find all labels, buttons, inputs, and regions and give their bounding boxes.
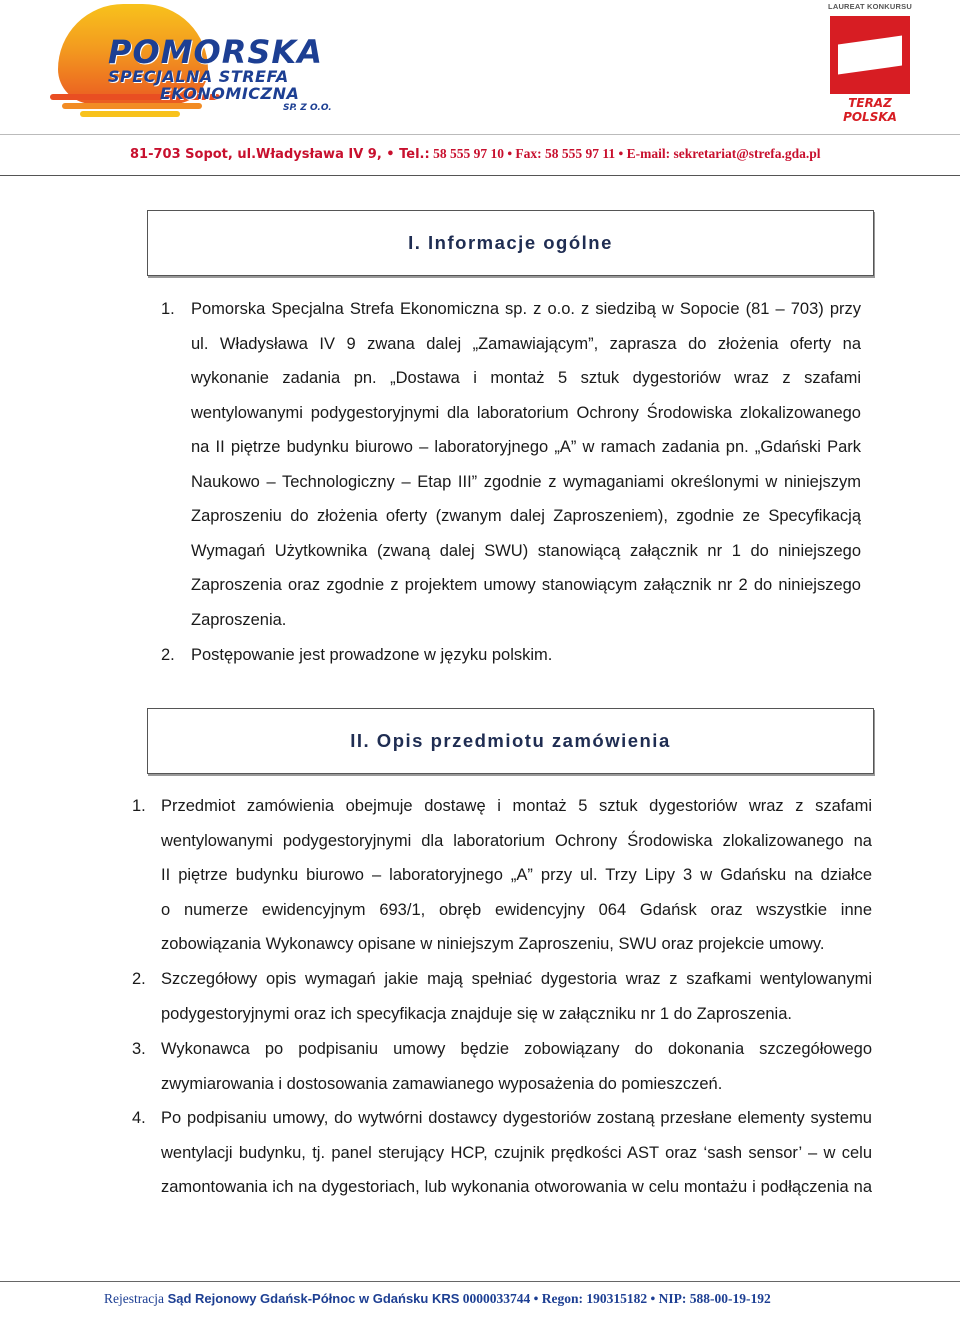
text-line: Wykonawca po podpisaniu umowy będzie zobowiązany do dokonania szczegółowego	[161, 1040, 872, 1058]
award-caption: LAUREAT KONKURSU	[828, 2, 912, 11]
text-line: zwymiarowania i dostosowania zamawianego wyposażenia do pomieszczeń.	[161, 1074, 723, 1093]
text-line: II piętrze budynku biurowo – laboratoryjnego „A” przy ul. Trzy Lipy 3 w Gdańsku na działce	[161, 866, 872, 884]
text-line: o numerze ewidencyjnym 693/1, obręb ewidencyjny 064 Gdańsk oraz wszystkie inne	[161, 900, 872, 919]
text-line: wentylowanymi podygestoryjnymi dla laboratorium Ochrony Środowiska zlokalizowanego	[191, 403, 861, 422]
text-line: wykonanie zadania pn. „Dostawa i montaż 5 sztuk dygestoriów wraz z szafami	[191, 369, 861, 387]
text-line: wentylowanymi podygestoryjnymi dla laboratorium Ochrony Środowiska zlokalizowanego na	[161, 831, 872, 850]
text-line: na II piętrze budynku biurowo – laboratoryjnego „A” w ramach zadania pn. „Gdański Park	[191, 438, 861, 456]
list-number: 3.	[132, 1040, 146, 1058]
text-line: Wymagań Użytkownika (zwaną dalej SWU) stanowiącą załącznik nr 1 do niniejszego	[191, 541, 861, 560]
text-line: zobowiązania Wykonawcy opisane w niniejszym Zaproszeniu, SWU oraz projekcie umowy.	[161, 935, 825, 953]
section-title: I. Informacje ogólne	[408, 232, 613, 253]
list-number: 1.	[132, 797, 146, 815]
footer-registration	[104, 1291, 771, 1307]
paragraph	[161, 1032, 872, 1101]
text-line: Przedmiot zamówienia obejmuje dostawę i montaż 5 sztuk dygestoriów wraz z szafami	[161, 797, 872, 815]
text-line: podygestoryjnymi oraz ich specyfikacja znajduje się w załączniku nr 1 do Zaproszenia.	[161, 1004, 792, 1023]
text-line: ul. Władysława IV 9 zwana dalej „Zamawiającym”, zaprasza do złożenia oferty na	[191, 334, 861, 353]
logo-line: SPECJALNA STREFA	[108, 67, 289, 86]
award-flag-icon	[830, 16, 910, 94]
text-line: Zaproszenia.	[191, 610, 287, 629]
text-line: zamontowania ich na dygestoriach, lub wykonania otworowania w celu montażu i podłączenia na	[161, 1178, 872, 1196]
footer-ids: 0000033744 • Regon: 190315182 • NIP: 588-00-19-192	[459, 1291, 771, 1306]
paragraph	[161, 789, 872, 962]
text-line: Szczegółowy opis wymagań jakie mają spełniać dygestoria wraz z szafkami wentylowanymi	[161, 970, 872, 988]
logo-line: POMORSKA	[108, 33, 323, 71]
flag-white-stripe	[838, 36, 902, 75]
logo-wordmark	[108, 33, 358, 113]
list-number: 2.	[132, 970, 146, 988]
section-title: II. Opis przedmiotu zamówienia	[350, 730, 671, 751]
contact-info	[130, 146, 821, 162]
footer-label: Rejestracja	[104, 1291, 164, 1306]
text-line: Postępowanie jest prowadzone w języku polskim.	[191, 646, 553, 664]
section-heading	[147, 210, 874, 276]
logo-line: SP. Z O.O.	[283, 103, 332, 113]
list-number: 1.	[161, 300, 175, 318]
contact-phone-fax-email: 58 555 97 10 • Fax: 58 555 97 11 • E-mail: sekretariat@strefa.gda.pl	[429, 146, 821, 161]
text-line: Zaproszenia oraz zgodnie z projektem umowy stanowiącym załącznik nr 2 do niniejszego	[191, 576, 861, 594]
company-logo	[50, 2, 360, 122]
list-number: 2.	[161, 646, 175, 664]
text-line: Po podpisaniu umowy, do wytwórni dostawcy dygestoriów zostaną przesłane elementy systemu	[161, 1109, 872, 1127]
section-heading	[147, 708, 874, 774]
logo-line: EKONOMICZNA	[160, 84, 300, 103]
list-number: 4.	[132, 1109, 146, 1127]
text-line: wentylacji budynku, tj. panel sterujący HCP, czujnik prędkości AST oraz ‘sash sensor’ – w celu	[161, 1143, 872, 1162]
award-label: TERAZ POLSKA	[843, 96, 897, 124]
footer-divider	[0, 1281, 960, 1282]
contact-address: 81-703 Sopot, ul.Władysława IV 9, • Tel.:	[130, 147, 430, 162]
paragraph	[161, 962, 872, 1031]
footer-court: Sąd Rejonowy Gdańsk-Północ w Gdańsku KRS	[163, 1291, 460, 1306]
text-line: Naukowo – Technologiczny – Etap III” zgodnie z wymaganiami określonymi w niniejszym	[191, 472, 861, 491]
paragraph	[191, 292, 861, 637]
paragraph	[191, 638, 861, 673]
text-line: Zaproszeniu do złożenia oferty (zwanym dalej Zaproszeniem), zgodnie ze Specyfikacją	[191, 507, 861, 525]
paragraph	[161, 1101, 872, 1205]
text-line: Pomorska Specjalna Strefa Ekonomiczna sp. z o.o. z siedzibą w Sopocie (81 – 703) przy	[191, 300, 861, 318]
teraz-polska-award	[824, 2, 916, 124]
